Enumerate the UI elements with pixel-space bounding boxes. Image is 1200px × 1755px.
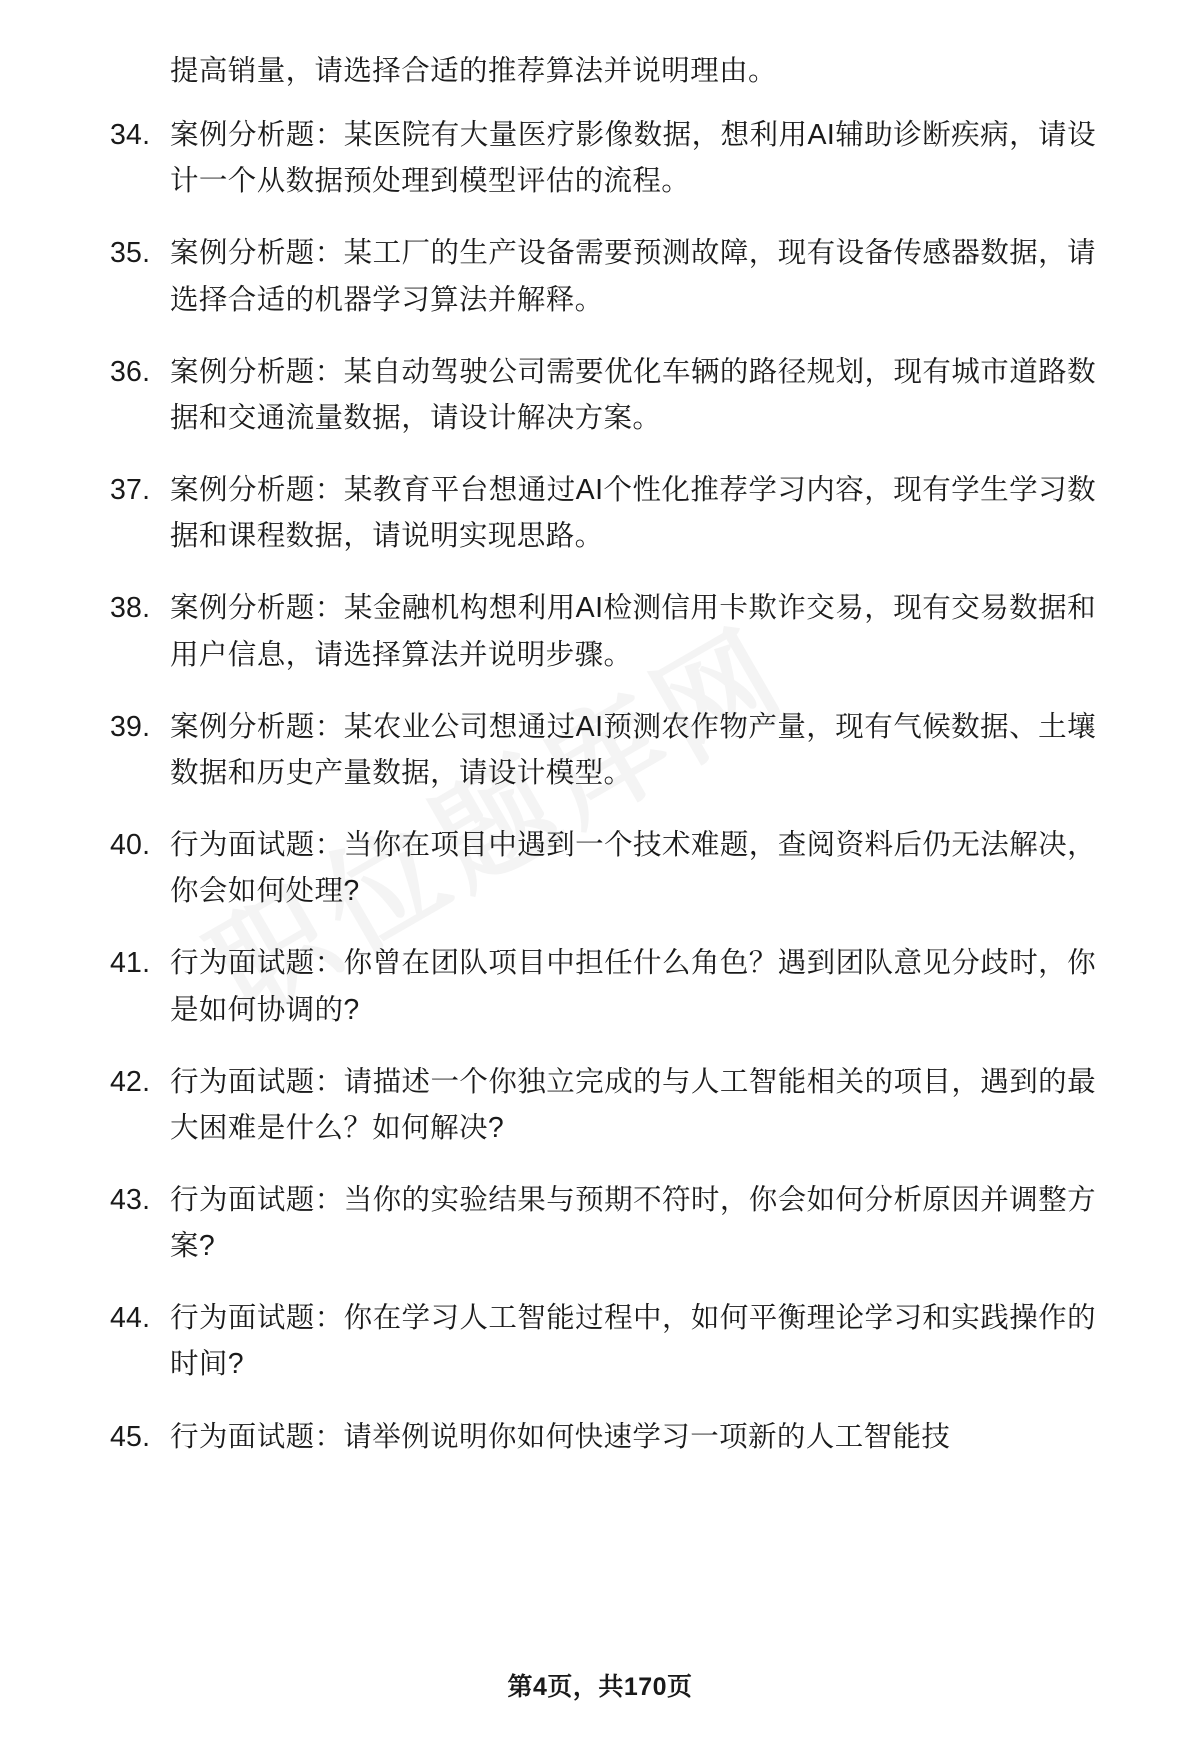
- item-number: 39.: [110, 710, 151, 743]
- list-item: [104, 1295, 1096, 1387]
- item-number: 37.: [110, 474, 151, 507]
- item-number: 42.: [110, 1065, 151, 1098]
- item-number: 36.: [110, 355, 151, 388]
- list-item: [104, 1177, 1096, 1269]
- list-item: [104, 1414, 1096, 1460]
- list-item: [104, 112, 1096, 204]
- item-text: 案例分析题：某金融机构想利用AI检测信用卡欺诈交易，现有交易数据和用户信息，请选择算法并说明步骤。: [170, 592, 1096, 671]
- item-number: 35.: [110, 237, 151, 270]
- item-number: 44.: [110, 1302, 151, 1335]
- item-text: 案例分析题：某医院有大量医疗影像数据，想利用AI辅助诊断疾病，请设计一个从数据预处理到模型评估的流程。: [170, 119, 1096, 198]
- item-text: 案例分析题：某农业公司想通过AI预测农作物产量，现有气候数据、土壤数据和历史产量数据，请设计模型。: [170, 710, 1096, 789]
- list-item: [104, 1059, 1096, 1151]
- item-text: 行为面试题：当你的实验结果与预期不符时，你会如何分析原因并调整方案?: [170, 1183, 1096, 1263]
- item-text: 案例分析题：某教育平台想通过AI个性化推荐学习内容，现有学生学习数据和课程数据，请说明实现思路。: [170, 474, 1096, 553]
- item-text: 案例分析题：某自动驾驶公司需要优化车辆的路径规划，现有城市道路数据和交通流量数据，请设计解决方案。: [170, 355, 1096, 434]
- list-item: [104, 585, 1096, 677]
- list-item: [104, 704, 1096, 796]
- item-number: 38.: [110, 592, 151, 625]
- list-item: [104, 349, 1096, 441]
- page-content: [104, 48, 1096, 1460]
- item-number: 43.: [110, 1183, 151, 1216]
- list-item: [104, 940, 1096, 1032]
- item-text: 行为面试题：当你在项目中遇到一个技术难题，查阅资料后仍无法解决，你会如何处理?: [170, 829, 1096, 908]
- item-text: 行为面试题：请描述一个你独立完成的与人工智能相关的项目，遇到的最大困难是什么？如何解决?: [170, 1065, 1096, 1144]
- list-item: [104, 822, 1096, 914]
- list-item: [104, 230, 1096, 322]
- item-text: 行为面试题：请举例说明你如何快速学习一项新的人工智能技: [170, 1420, 951, 1453]
- item-text: 案例分析题：某工厂的生产设备需要预测故障，现有设备传感器数据，请选择合适的机器学习算法并解释。: [170, 237, 1096, 316]
- item-number: 41.: [110, 947, 151, 980]
- item-text: 行为面试题：你在学习人工智能过程中，如何平衡理论学习和实践操作的时间?: [170, 1302, 1096, 1381]
- page-footer: 第4页，共170页: [507, 1673, 693, 1701]
- item-number: 34.: [110, 119, 151, 152]
- item-number: 45.: [110, 1420, 151, 1453]
- list-item: [104, 467, 1096, 559]
- item-text: 行为面试题：你曾在团队项目中担任什么角色？遇到团队意见分歧时，你是如何协调的?: [170, 947, 1096, 1026]
- continued-paragraph: 提高销量，请选择合适的推荐算法并说明理由。: [170, 55, 777, 87]
- item-number: 40.: [110, 829, 151, 862]
